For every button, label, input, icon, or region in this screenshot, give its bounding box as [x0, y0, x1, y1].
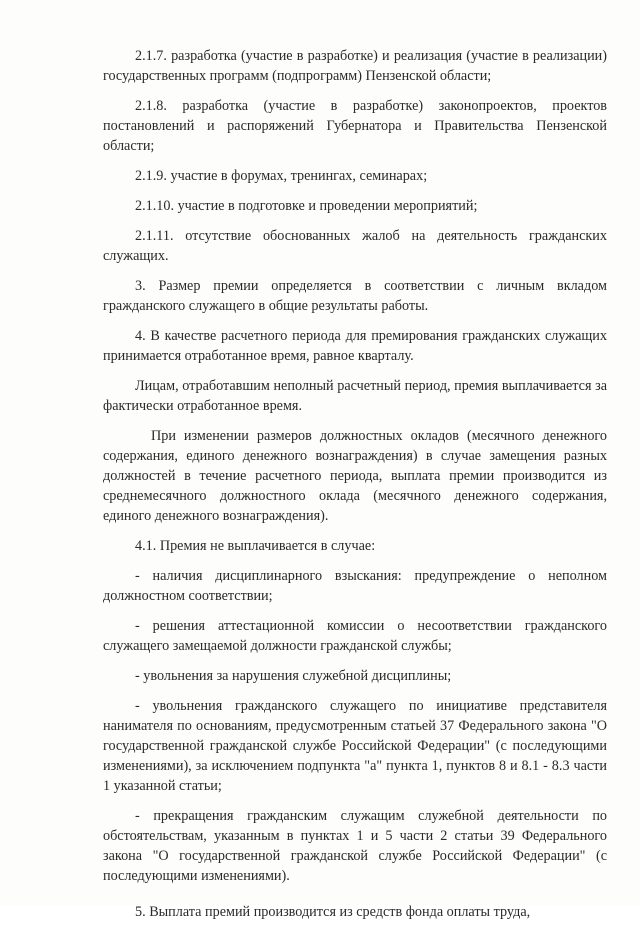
- paragraph-2-1-11: 2.1.11. отсутствие обоснованных жалоб на деятельность гражданских служащих.: [103, 228, 607, 264]
- list-item-disciplinary: - наличия дисциплинарного взыскания: предупреждение о неполном должностном соответствии;: [103, 568, 607, 604]
- paragraph-5: 5. Выплата премий производится из средств фонда оплаты труда,: [135, 904, 531, 920]
- document-body: [103, 46, 607, 932]
- list-item-dismissal-discipline: - увольнения за нарушения служебной дисциплины;: [135, 668, 452, 684]
- paragraph-4-partial-period: Лицам, отработавшим неполный расчетный период, премия выплачивается за фактически отработанное время.: [103, 378, 607, 414]
- paragraph-4: 4. В качестве расчетного периода для премирования гражданских служащих принимается отработанное время, равное кварталу.: [103, 328, 607, 364]
- list-item-dismissal-employer: - увольнения гражданского служащего по инициативе представителя нанимателя по основаниям, предусмотренным статьей 37 Федерального закона "О государственной гражданской службе Российской Федерации" (с последующими изменениями), за исключением подпункта "а" пункта 1, пунктов 8 и 8.1 - 8.3 части 1 указанной статьи;: [103, 698, 607, 794]
- paragraph-2-1-10: 2.1.10. участие в подготовке и проведении мероприятий;: [135, 198, 478, 214]
- paragraph-2-1-8: 2.1.8. разработка (участие в разработке) законопроектов, проектов постановлений и распоряжений Губернатора и Правительства Пензенской области;: [103, 98, 607, 154]
- paragraph-2-1-9: 2.1.9. участие в форумах, тренингах, семинарах;: [135, 168, 428, 184]
- paragraph-4-1: 4.1. Премия не выплачивается в случае:: [135, 538, 376, 554]
- paragraph-2-1-7: 2.1.7. разработка (участие в разработке) и реализация (участие в реализации) государственных программ (подпрограмм) Пензенской области;: [103, 48, 607, 84]
- paragraph-3: 3. Размер премии определяется в соответствии с личным вкладом гражданского служащего в общие результаты работы.: [103, 278, 607, 314]
- list-item-attestation: - решения аттестационной комиссии о несоответствии гражданского служащего замещаемой должности гражданской службы;: [103, 618, 607, 654]
- list-item-termination: - прекращения гражданским служащим служебной деятельности по обстоятельствам, указанным в пунктах 1 и 5 части 2 статьи 39 Федерального закона "О государственной гражданской службе Российской Федерации" (с последующими изменениями).: [103, 808, 607, 884]
- paragraph-4-salary-change: При изменении размеров должностных окладов (месячного денежного содержания, единого денежного вознаграждения) в случае замещения разных должностей в течение расчетного периода, выплата премии производится из среднемесячного должностного оклада (месячного денежного содержания, единого денежного вознаграждения).: [103, 428, 607, 524]
